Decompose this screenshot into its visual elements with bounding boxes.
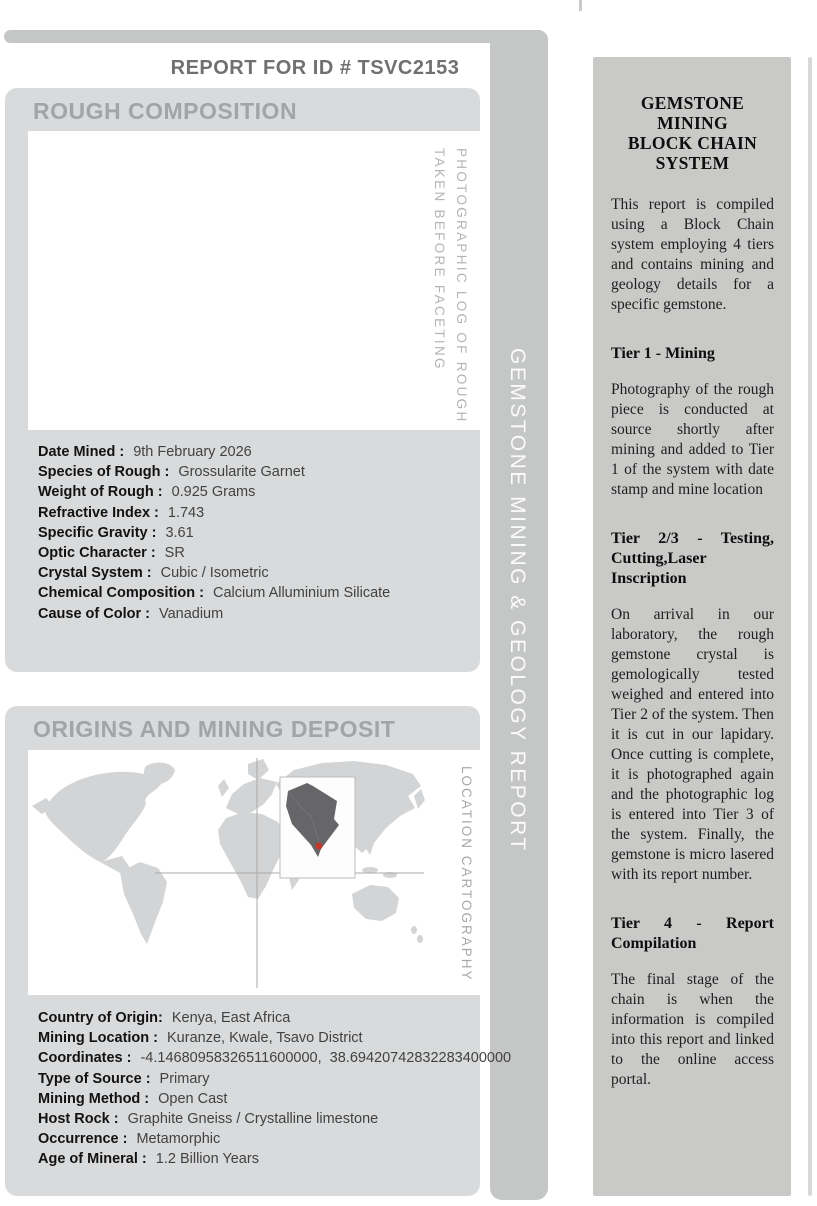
field-value: 3.61 xyxy=(165,524,194,541)
tier-heading: Tier 1 - Mining xyxy=(611,345,715,362)
tier-section xyxy=(611,914,774,1090)
field-row xyxy=(38,484,390,504)
field-label: Specific Gravity : xyxy=(38,524,157,541)
field-label: Crystal System : xyxy=(38,565,152,582)
field-label: Occurrence : xyxy=(38,1131,128,1148)
photo-caption-line-1: PHOTOGRAPHIC LOG OF ROUGH xyxy=(454,148,469,424)
rough-composition-header: ROUGH COMPOSITION xyxy=(33,98,298,124)
origins-header: ORIGINS AND MINING DEPOSIT xyxy=(33,716,396,742)
world-map xyxy=(30,756,476,990)
tier-section xyxy=(611,529,774,885)
field-row xyxy=(38,1091,511,1111)
field-row xyxy=(38,1131,511,1151)
field-label: Type of Source : xyxy=(38,1070,151,1087)
field-value: Calcium Alluminium Silicate xyxy=(212,585,391,602)
rough-fields-list xyxy=(38,444,390,626)
field-value: 1.2 Billion Years xyxy=(155,1151,259,1168)
field-row xyxy=(38,1151,511,1171)
field-label: Country of Origin: xyxy=(38,1010,163,1026)
spine-label: GEMSTONE MINING & GEOLOGY REPORT xyxy=(506,348,529,853)
photo-caption-line-2: TAKEN BEFORE FACETING xyxy=(432,148,447,371)
field-value: SR xyxy=(164,544,185,561)
rough-photo-area xyxy=(28,131,480,430)
field-label: Mining Location : xyxy=(38,1030,159,1047)
header-band xyxy=(4,30,548,43)
field-value: 0.925 Grams xyxy=(171,484,256,501)
field-value: Open Cast xyxy=(158,1090,228,1107)
page-title: REPORT FOR ID # TSVC2153 xyxy=(170,57,460,79)
field-value: Grossularite Garnet xyxy=(178,464,305,481)
origins-card xyxy=(5,706,512,1196)
field-value: -4.14680958326511600000, 38.69420742832283400000 xyxy=(140,1050,512,1067)
origins-fields-list xyxy=(38,1010,511,1172)
field-row xyxy=(38,565,390,585)
photo-caption xyxy=(428,148,472,430)
tier-heading: Tier 2/3 - Testing, Cutting,Laser Inscription xyxy=(611,530,774,587)
page-top-tick xyxy=(579,0,582,11)
rough-composition-card xyxy=(5,88,480,672)
map-caption: LOCATION CARTOGRAPHY xyxy=(459,766,474,982)
field-row xyxy=(38,585,390,605)
kenya-inset xyxy=(280,777,355,878)
field-value: Primary xyxy=(159,1070,210,1087)
tier-body: Photography of the rough piece is conducted at source shortly after mining and added to Tier 1 of the system with date stamp and mine location xyxy=(611,381,774,498)
blockchain-panel-intro: This report is compiled using a Block Chain system employing 4 tiers and contains mining and geology details for a specific gemstone. xyxy=(611,196,774,313)
blockchain-panel xyxy=(593,57,791,1196)
field-row xyxy=(38,464,390,484)
field-value: Cubic / Isometric xyxy=(160,565,269,582)
field-row xyxy=(38,1010,511,1030)
tier-section xyxy=(611,344,774,500)
field-label: Coordinates : xyxy=(38,1050,132,1067)
continents xyxy=(32,759,425,944)
field-label: Species of Rough : xyxy=(38,464,170,481)
field-value: 9th February 2026 xyxy=(133,444,252,460)
tier-body: On arrival in our laboratory, the rough gemstone crystal is gemologically tested weighed and entered into Tier 2 of the system. Then it is cut in our lapidary. Once cutting is complete, it is photographed again and the photographic log is entered into Tier 3 of the system. Finally, the gemstone is micro lasered with its report number. xyxy=(611,606,774,883)
tier-sections xyxy=(611,344,774,1090)
field-label: Age of Mineral : xyxy=(38,1151,147,1168)
field-label: Mining Method : xyxy=(38,1090,150,1107)
field-row xyxy=(38,505,390,525)
field-label: Refractive Index : xyxy=(38,504,159,521)
field-row xyxy=(38,1030,511,1050)
field-value: Metamorphic xyxy=(136,1131,221,1148)
field-value: Vanadium xyxy=(158,605,224,622)
field-value: 1.743 xyxy=(167,504,205,521)
field-row xyxy=(38,1071,511,1091)
field-row xyxy=(38,525,390,545)
field-label: Weight of Rough : xyxy=(38,484,163,501)
tier-body: The final stage of the chain is when the information is compiled into this report and linked to the online access portal. xyxy=(611,971,774,1088)
field-label: Optic Character : xyxy=(38,544,156,561)
field-label: Date Mined : xyxy=(38,444,125,460)
field-label: Chemical Composition : xyxy=(38,585,204,602)
field-value: Graphite Gneiss / Crystalline limestone xyxy=(127,1110,379,1127)
field-row xyxy=(38,1111,511,1131)
field-row xyxy=(38,1050,511,1070)
page-edge-line xyxy=(808,57,812,1196)
field-row xyxy=(38,606,390,626)
field-value: Kuranze, Kwale, Tsavo District xyxy=(167,1030,363,1047)
tier-heading: Tier 4 - Report Compilation xyxy=(611,915,774,952)
field-row xyxy=(38,545,390,565)
field-row xyxy=(38,444,390,464)
blockchain-panel-title: GEMSTONE MINING BLOCK CHAIN SYSTEM xyxy=(627,93,758,173)
mine-location-marker xyxy=(316,843,323,850)
location-map-area xyxy=(28,750,480,995)
field-label: Cause of Color : xyxy=(38,605,150,622)
field-value: Kenya, East Africa xyxy=(171,1010,291,1026)
field-label: Host Rock : xyxy=(38,1110,119,1127)
